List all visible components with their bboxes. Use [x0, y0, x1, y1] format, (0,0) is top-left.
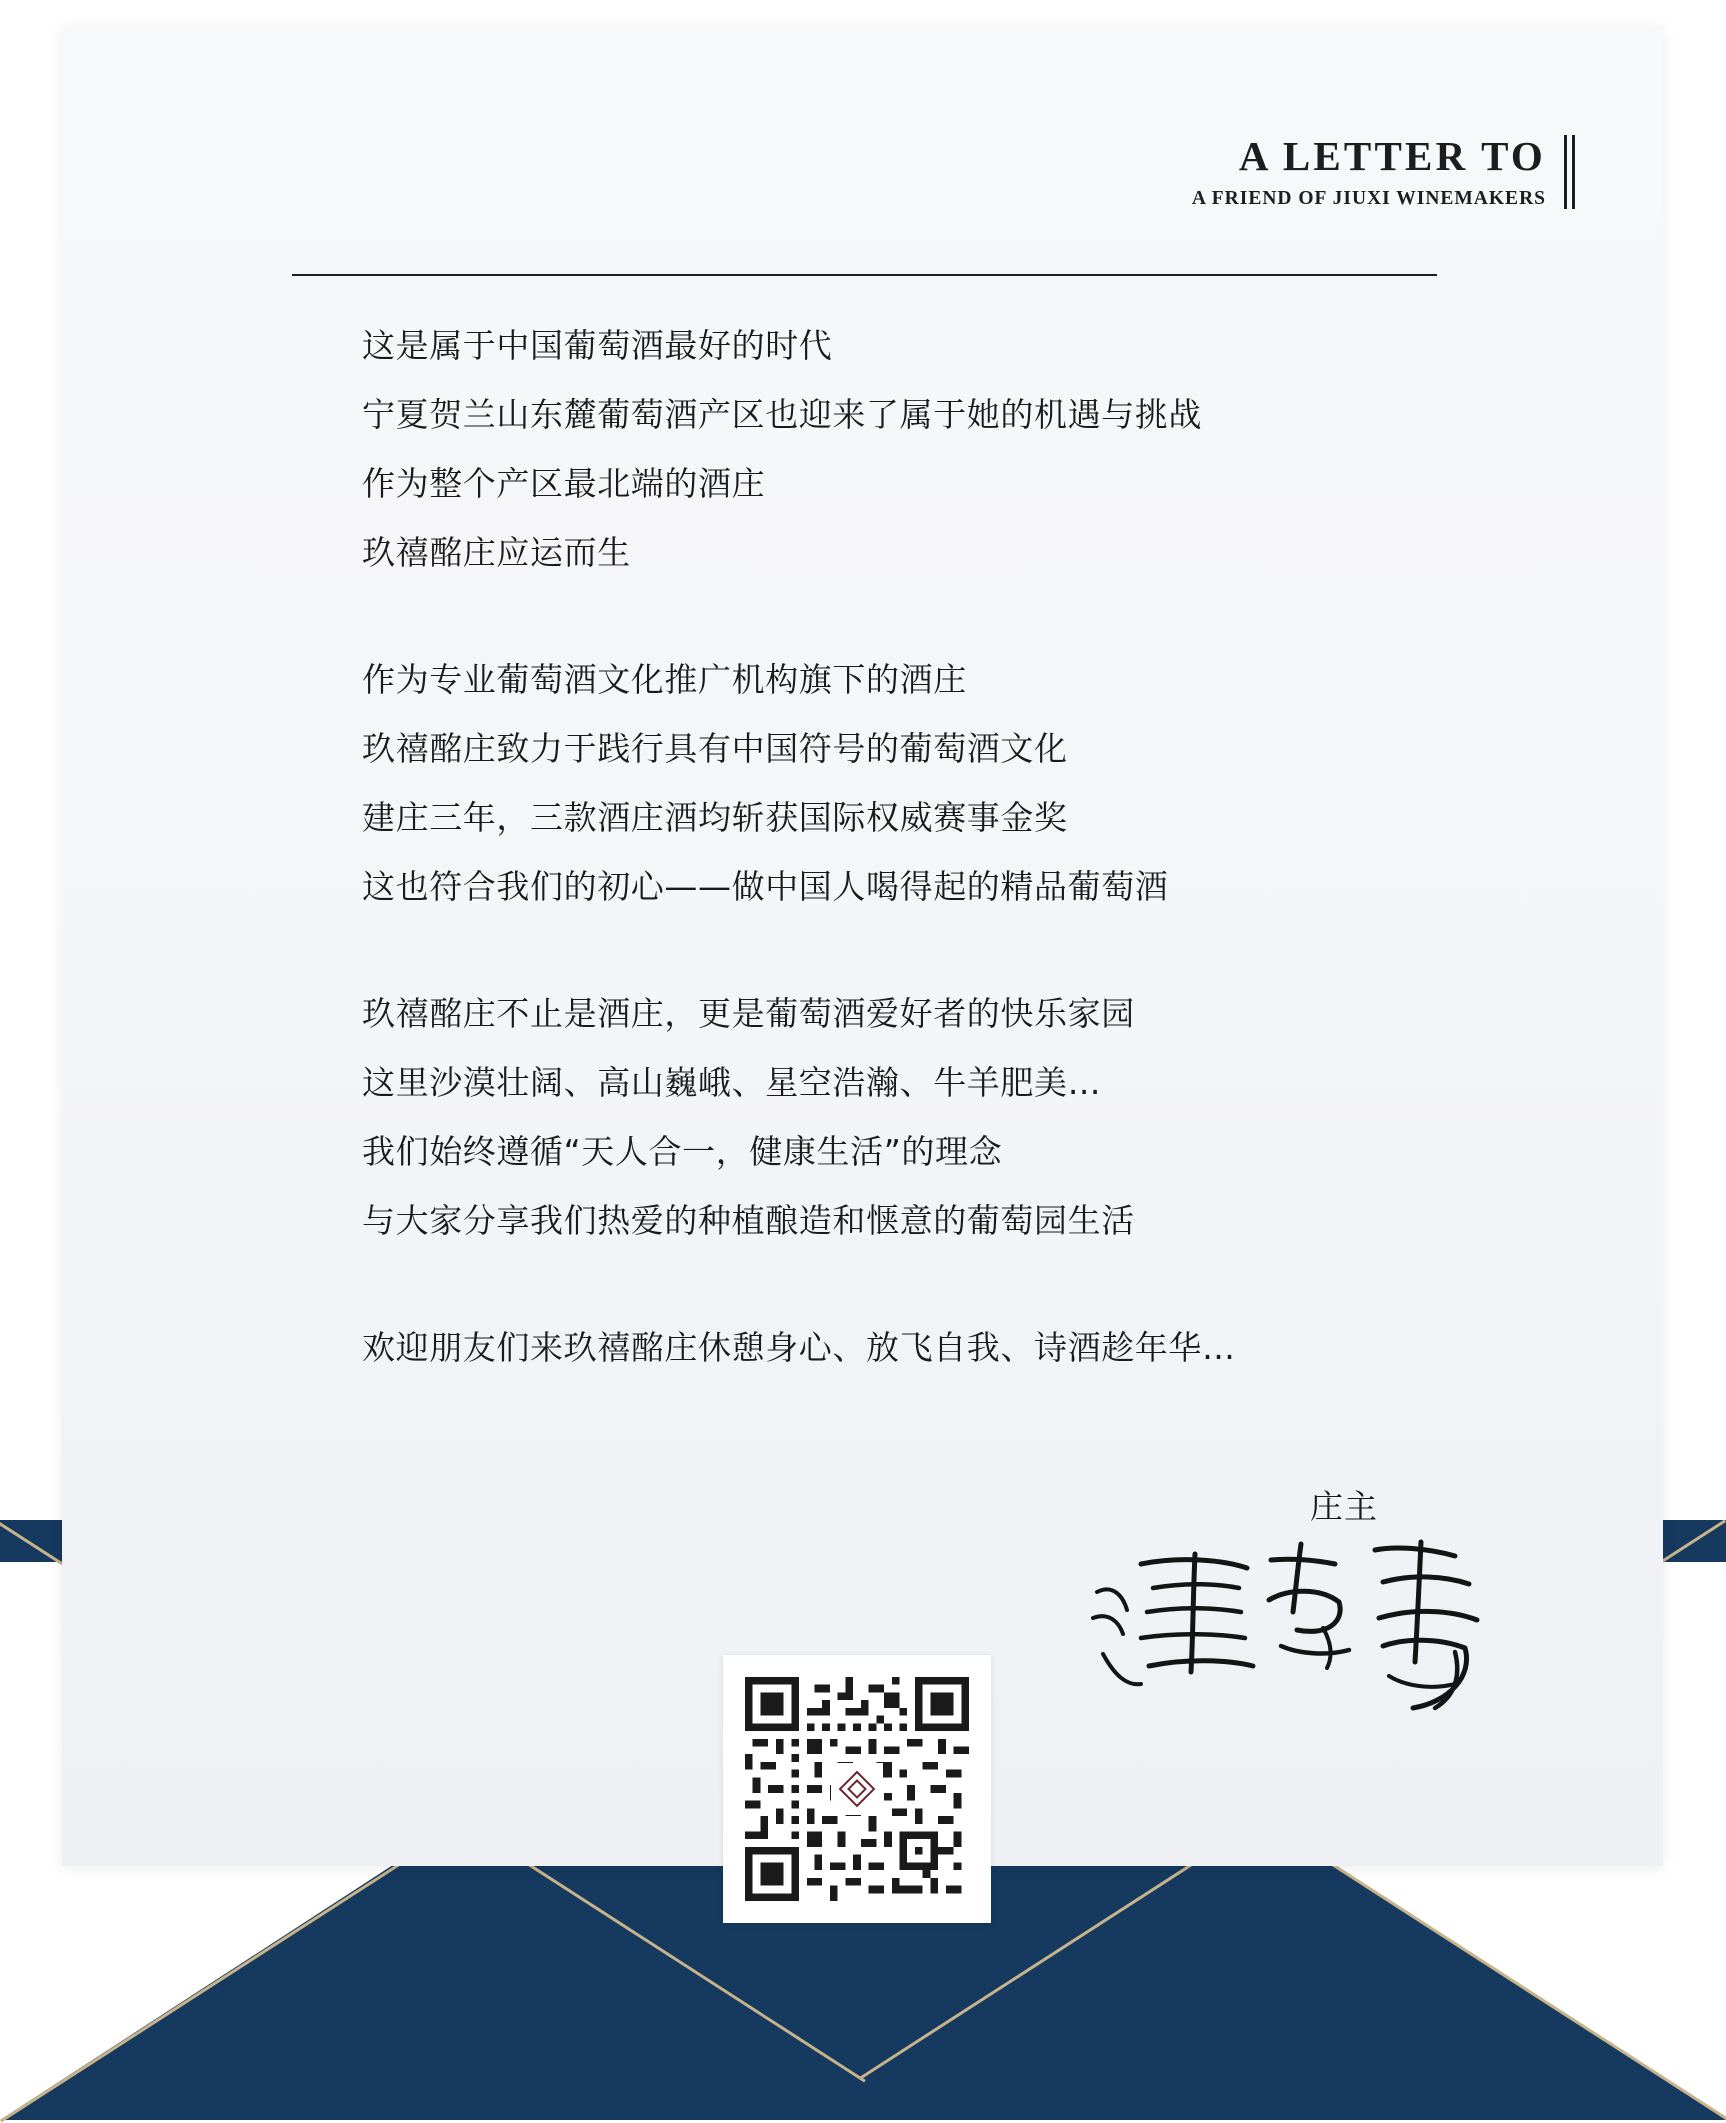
paragraph-3: [362, 979, 1492, 1255]
body-line: 作为专业葡萄酒文化推广机构旗下的酒庄: [362, 660, 967, 699]
body-line: 玖禧酩庄致力于践行具有中国符号的葡萄酒文化: [362, 729, 1068, 768]
page-subtitle: A FRIEND OF JIUXI WINEMAKERS: [1191, 188, 1546, 210]
body-line: 与大家分享我们热爱的种植酿造和惬意的葡萄园生活: [362, 1201, 1135, 1240]
body-line: 玖禧酩庄应运而生: [362, 533, 631, 572]
body-line: 玖禧酩庄不止是酒庄，更是葡萄酒爱好者的快乐家园: [362, 994, 1135, 1033]
body-line: 欢迎朋友们来玖禧酩庄休憩身心、放飞自我、诗酒趁年华…: [362, 1328, 1236, 1367]
signature-role-label: 庄主: [1310, 1487, 1378, 1526]
body-line: 这是属于中国葡萄酒最好的时代: [362, 326, 833, 365]
double-bar-icon: [1564, 134, 1575, 210]
diamond-icon: [831, 1763, 883, 1815]
body-line: 作为整个产区最北端的酒庄: [362, 464, 766, 503]
paragraph-2: [362, 645, 1492, 921]
body-line: 宁夏贺兰山东麓葡萄酒产区也迎来了属于她的机遇与挑战: [362, 395, 1202, 434]
letter-body: [362, 311, 1492, 1382]
body-line: 这里沙漠壮阔、高山巍峨、星空浩瀚、牛羊肥美…: [362, 1063, 1102, 1102]
paragraph-1: [362, 311, 1492, 587]
body-line: 建庄三年，三款酒庄酒均斩获国际权威赛事金奖: [362, 798, 1068, 837]
page-title: A LETTER TO: [1238, 133, 1546, 179]
letter-header: [1192, 134, 1575, 210]
header-divider: [292, 274, 1437, 276]
letter-sheet: [62, 26, 1663, 1866]
paragraph-4: [362, 1313, 1492, 1382]
qr-code[interactable]: [723, 1655, 991, 1923]
body-line: 这也符合我们的初心——做中国人喝得起的精品葡萄酒: [362, 867, 1169, 906]
handwritten-signature: [1083, 1526, 1503, 1726]
body-line: 我们始终遵循“天人合一，健康生活”的理念: [362, 1132, 1003, 1171]
